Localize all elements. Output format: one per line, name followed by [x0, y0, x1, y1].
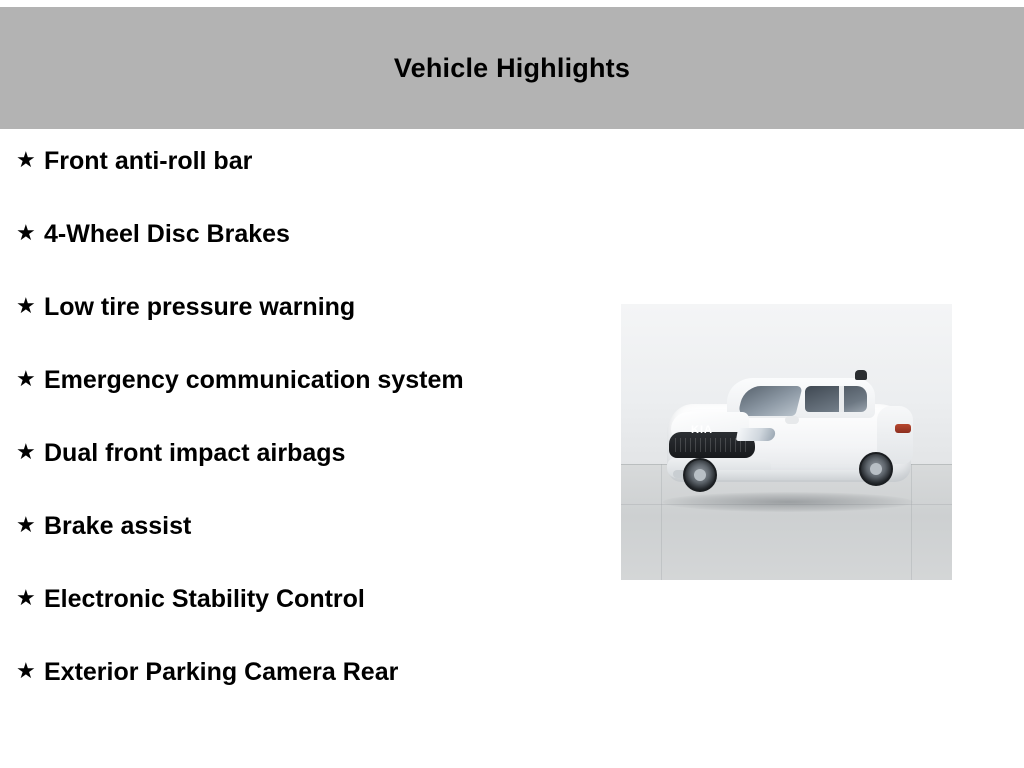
star-bullet-icon: ★: [16, 220, 36, 245]
content-area: [0, 129, 1024, 768]
star-bullet-icon: ★: [16, 439, 36, 464]
list-item: [10, 145, 610, 177]
highlight-label: Low tire pressure warning: [44, 293, 356, 321]
list-item: [10, 218, 610, 250]
star-bullet-icon: ★: [16, 585, 36, 610]
highlight-label: Emergency communication system: [44, 366, 464, 394]
list-item: [10, 291, 610, 323]
side-window-glass: [805, 386, 867, 412]
star-bullet-icon: ★: [16, 512, 36, 537]
page-title: Vehicle Highlights: [393, 52, 631, 83]
list-item: [10, 364, 610, 396]
wheel-hub: [870, 463, 882, 475]
vehicle-photo: [621, 304, 952, 580]
highlight-label: 4-Wheel Disc Brakes: [44, 220, 290, 248]
taillight: [895, 424, 911, 433]
suv-illustration: [649, 366, 929, 526]
car-shadow: [663, 492, 913, 512]
highlight-label: Front anti-roll bar: [44, 147, 253, 175]
list-item: [10, 437, 610, 469]
star-bullet-icon: ★: [16, 293, 36, 318]
rocker-panel: [715, 470, 863, 480]
front-wheel: [683, 458, 717, 492]
list-item: [10, 510, 610, 542]
header-band: [0, 7, 1024, 129]
side-mirror: [785, 416, 799, 424]
highlight-label: Dual front impact airbags: [44, 439, 346, 467]
list-item: [10, 656, 610, 688]
highlight-label: Electronic Stability Control: [44, 585, 365, 613]
headlight: [736, 428, 776, 441]
vehicle-highlights-list: [10, 145, 610, 729]
star-bullet-icon: ★: [16, 658, 36, 683]
highlight-label: Exterior Parking Camera Rear: [44, 658, 399, 686]
rear-wheel: [859, 452, 893, 486]
wheel-hub: [694, 469, 706, 481]
highlight-label: Brake assist: [44, 512, 192, 540]
roof-antenna-icon: [855, 370, 867, 380]
windshield-glass: [737, 386, 802, 416]
star-bullet-icon: ★: [16, 147, 36, 172]
star-bullet-icon: ★: [16, 366, 36, 391]
car-b-pillar: [839, 386, 844, 412]
kia-badge: KIA: [691, 424, 713, 436]
list-item: [10, 583, 610, 615]
